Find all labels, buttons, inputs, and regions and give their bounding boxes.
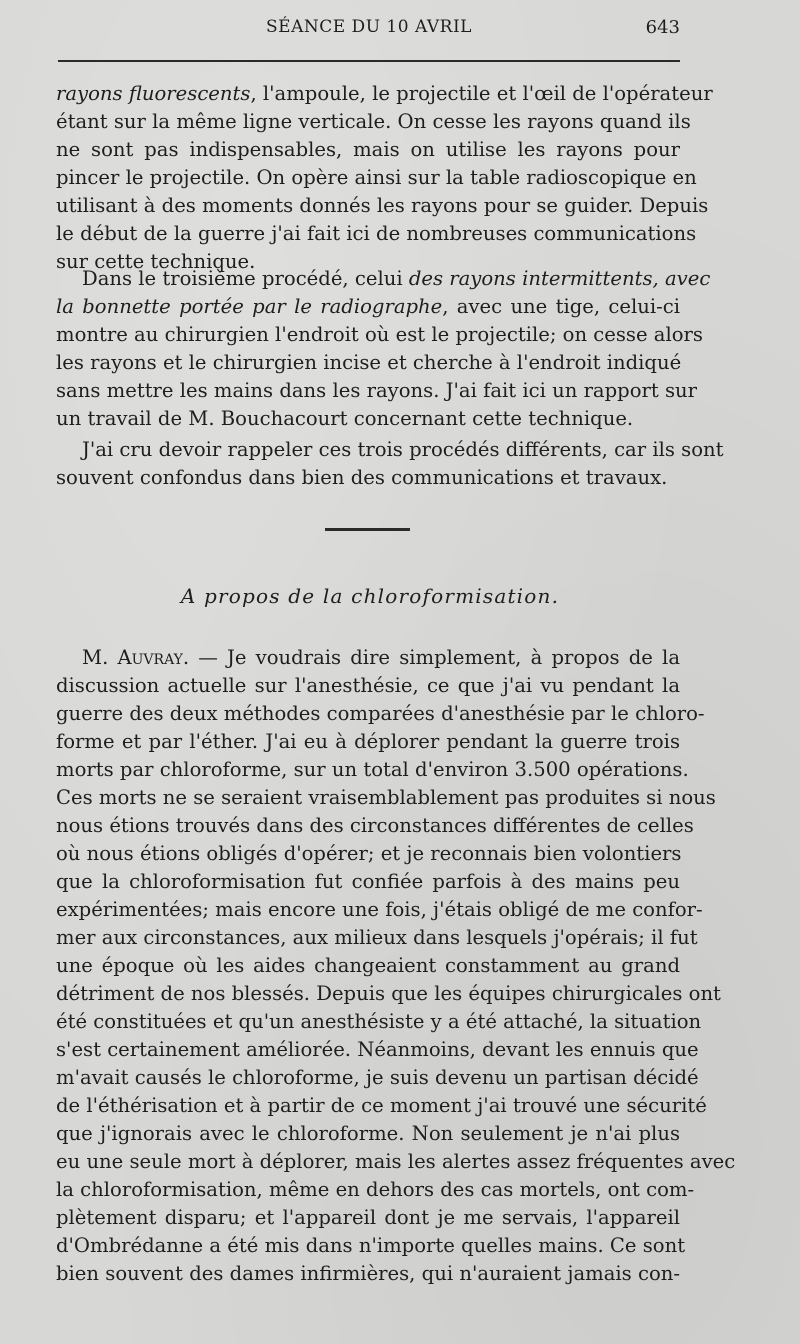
text-line: [56, 293, 680, 321]
text-fragment: , avec une tige, celui-ci: [442, 295, 680, 318]
header-rule: [58, 60, 680, 62]
text-line: que j'ignorais avec le chloroforme. Non seulement je n'ai plus: [56, 1122, 680, 1145]
text-line: utilisant à des moments donnés les rayons pour se guider. Depuis: [56, 194, 709, 217]
text-fragment: Dans le troisième procédé, celui: [82, 267, 409, 290]
text-line: où nous étions obligés d'opérer; et je reconnais bien volontiers: [56, 842, 682, 865]
page-header: [58, 15, 680, 39]
text-line: J'ai cru devoir rappeler ces trois procédés différents, car ils sont: [82, 438, 724, 461]
text-line: un travail de M. Bouchacourt concernant cette technique.: [56, 407, 634, 430]
text-line: eu une seule mort à déplorer, mais les alertes assez fréquentes avec: [56, 1150, 736, 1173]
section-title: A propos de la chloroformisation.: [180, 584, 560, 608]
paragraph-continuation: [56, 80, 713, 276]
text-line: morts par chloroforme, sur un total d'environ 3.500 opérations.: [56, 758, 689, 781]
text-line: les rayons et le chirurgien incise et cherche à l'endroit indiqué: [56, 351, 682, 374]
text-line: mer aux circonstances, aux milieux dans lesquels j'opérais; il fut: [56, 926, 698, 949]
text-line: [56, 644, 680, 672]
text-line: la chloroformisation, même en dehors des cas mortels, ont com-: [56, 1178, 695, 1201]
text-line: nous étions trouvés dans des circonstances différentes de celles: [56, 814, 694, 837]
text-line: bien souvent des dames infirmières, qui n'auraient jamais con-: [56, 1262, 680, 1285]
section-divider: [325, 528, 410, 531]
paragraph-auvray: [56, 644, 736, 1288]
paragraph-recap: [56, 436, 724, 492]
page-number: 643: [645, 17, 680, 38]
text-line: de l'éthérisation et à partir de ce moment j'ai trouvé une sécurité: [56, 1094, 707, 1117]
text-line: discussion actuelle sur l'anesthésie, ce que j'ai vu pendant la: [56, 674, 680, 697]
text-line: ne sont pas indispensables, mais on utilise les rayons pour: [56, 138, 680, 161]
text-line: détriment de nos blessés. Depuis que les équipes chirurgicales ont: [56, 982, 721, 1005]
text-line: m'avait causés le chloroforme, je suis devenu un partisan décidé: [56, 1066, 699, 1089]
paragraph-third-procedure: [56, 265, 711, 433]
text-line: sur cette technique.: [56, 250, 256, 273]
speaker-name: M. Auvray.: [82, 646, 190, 669]
running-head: SÉANCE DU 10 AVRIL: [266, 17, 472, 37]
text-line: s'est certainement améliorée. Néanmoins, devant les ennuis que: [56, 1038, 699, 1061]
text-fragment: , l'ampoule, le projectile et l'œil de l'opérateur: [250, 82, 713, 105]
text-line: Ces morts ne se seraient vraisemblablement pas produites si nous: [56, 786, 716, 809]
text-line: plètement disparu; et l'appareil dont je me servais, l'appareil: [56, 1206, 680, 1229]
text-line: forme et par l'éther. J'ai eu à déplorer pendant la guerre trois: [56, 730, 680, 753]
text-line: été constituées et qu'un anesthésiste y a été attaché, la situation: [56, 1010, 702, 1033]
text-fragment: — Je voudrais dire simplement, à propos de la: [189, 646, 680, 669]
text-line: d'Ombrédanne a été mis dans n'importe quelles mains. Ce sont: [56, 1234, 686, 1257]
text-line: [56, 80, 713, 108]
text-line: montre au chirurgien l'endroit où est le projectile; on cesse alors: [56, 323, 703, 346]
text-line: une époque où les aides changeaient constamment au grand: [56, 954, 680, 977]
text-line: pincer le projectile. On opère ainsi sur la table radioscopique en: [56, 166, 697, 189]
italic-phrase: des rayons intermittents, avec: [408, 267, 711, 290]
italic-phrase: la bonnette portée par le radiographe: [56, 295, 443, 318]
text-line: que la chloroformisation fut confiée parfois à des mains peu: [56, 870, 680, 893]
text-line: sans mettre les mains dans les rayons. J'ai fait ici un rapport sur: [56, 379, 698, 402]
text-line: le début de la guerre j'ai fait ici de nombreuses communications: [56, 222, 697, 245]
italic-phrase: rayons fluorescents: [56, 82, 251, 105]
text-line: guerre des deux méthodes comparées d'anesthésie par le chloro-: [56, 702, 705, 725]
text-line: étant sur la même ligne verticale. On cesse les rayons quand ils: [56, 110, 691, 133]
text-line: souvent confondus dans bien des communications et travaux.: [56, 466, 668, 489]
text-line: [56, 265, 711, 293]
text-line: expérimentées; mais encore une fois, j'étais obligé de me confor-: [56, 898, 703, 921]
